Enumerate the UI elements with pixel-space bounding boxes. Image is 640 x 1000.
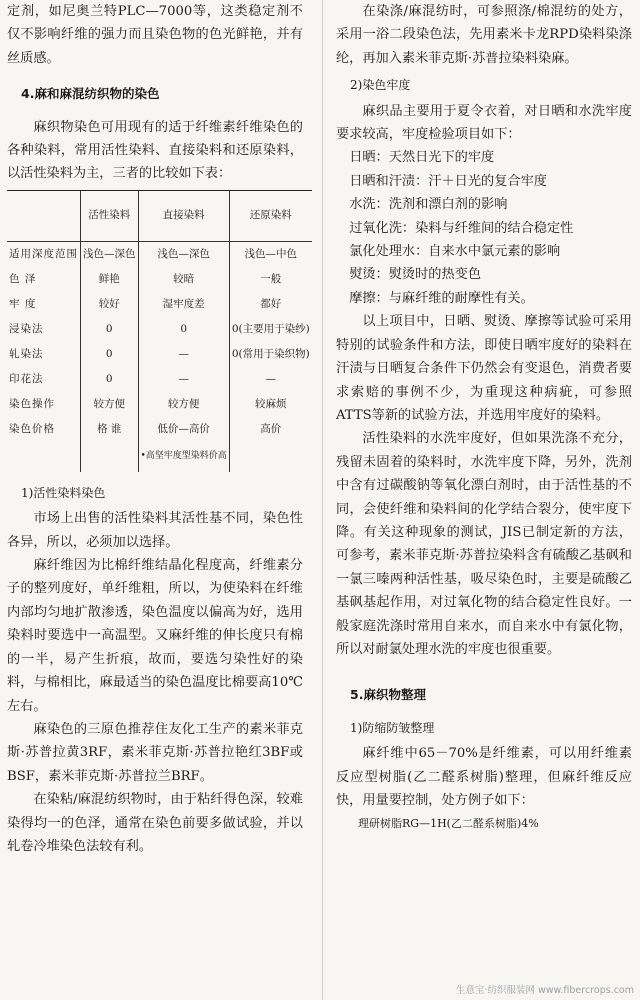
table-row (7, 417, 312, 442)
table-cell: 适用深度范围 (9, 247, 78, 260)
table-cell: 浅色—中色 (229, 241, 311, 267)
table-cell: — (229, 367, 311, 392)
table-cell: 较暗 (138, 267, 229, 292)
table-cell: 牢 度 (9, 297, 37, 310)
table-cell: 一般 (229, 267, 311, 292)
table-cell: 0 (81, 317, 139, 342)
paragraph: 定剂，如尼奥兰特PLC—7000等，这类稳定剂不仅不影响纤维的强力而且染色物的色光鲜艳，并有丝质感。 (7, 4, 303, 66)
list-item: 摩擦：与麻纤维的耐摩性有关。 (349, 290, 534, 306)
table-cell: 较好 (81, 292, 139, 317)
paragraph: 以上项目中，日晒、熨烫、摩擦等试验可采用特别的试验条件和方法，即使日晒牢度好的染料在汗渍与日晒复合条件下仍然会有变退色，消费者要求索赔的事例不少，为重现这种病疵，可参照ATTS等新的试验方法，并选用牢度好的染料。 (336, 314, 632, 423)
table-cell: 较方便 (81, 392, 139, 417)
table-cell: 较方便 (138, 392, 229, 417)
table-row (7, 367, 312, 392)
paragraph: 市场上出售的活性染料其活性基不同，染色性各异，所以，必须加以选择。 (7, 511, 303, 550)
table-cell: 染色价格 (9, 422, 55, 435)
left-column (7, 0, 310, 858)
table-header-cell (7, 190, 81, 241)
table-row (7, 267, 312, 292)
list-item: 过氧化洗：染料与纤维间的结合稳定性 (349, 220, 574, 236)
table-cell: 0(常用于染织物) (229, 342, 311, 367)
table-header-cell: 还原染料 (229, 190, 311, 241)
subsection-heading: 2)染色牢度 (350, 78, 411, 93)
table-cell: 印花法 (9, 372, 44, 385)
table-header-cell: 直接染料 (138, 190, 229, 241)
right-column (336, 0, 632, 836)
column-divider (322, 0, 323, 1000)
table-cell: — (138, 342, 229, 367)
table-cell: 0(主要用于染纱) (229, 317, 311, 342)
table-cell: 轧染法 (9, 347, 44, 360)
table-cell: 0 (138, 317, 229, 342)
paragraph: 在染涤/麻混纺时，可参照涤/棉混纺的处方，采用一浴二段染色法，先用素米卡龙RPD染料染涤纶，再加入素米菲克斯·苏普拉染料染麻。 (336, 4, 632, 66)
paragraph: 麻纤维中65－70%是纤维素，可以用纤维素反应型树脂(乙二醛系树脂)整理，但麻纤维反应快，用量要控制，处方例子如下： (336, 746, 632, 808)
watermark: 生意宝·纺织服装网 www.fibercrops.com (455, 985, 634, 996)
list-item: 日晒和汗渍：汗＋日光的复合牢度 (349, 173, 547, 189)
table-row (7, 317, 312, 342)
table-cell: 格 谁 (81, 417, 139, 442)
paragraph: 麻染色的三原色推荐住友化工生产的素米菲克斯·苏普拉黄3RF，素米菲克斯·苏普拉艳红3BF或BSF，素米菲克斯·苏普拉兰BRF。 (7, 721, 303, 784)
list-item: 水洗：洗剂和漂白剂的影响 (349, 197, 508, 213)
subsection-heading: 1)活性染料染色 (21, 485, 106, 500)
table-cell: 0 (81, 367, 139, 392)
table-cell: 浸染法 (9, 322, 44, 335)
paragraph: 在染粘/麻混纺织物时，由于粘纤得色深，较难染得均一的色泽，通常在染色前要多做试验，并以轧卷冷堆染色法较有利。 (7, 792, 303, 854)
table-header-row (7, 190, 312, 241)
table-header-cell: 活性染料 (81, 190, 139, 241)
table-cell: 鲜艳 (81, 267, 139, 292)
table-cell: 浅色—深色 (138, 241, 229, 267)
section-heading: 5.麻织物整理 (350, 687, 426, 703)
table-cell: 染色操作 (9, 397, 55, 410)
table-cell: 都好 (229, 292, 311, 317)
list-item: 氯化处理水：自来水中氯元素的影响 (349, 244, 561, 260)
table-cell: 较麻烦 (229, 392, 311, 417)
table-note-row (7, 442, 312, 472)
table-cell: 0 (81, 342, 139, 367)
paragraph: 麻织品主要用于夏令衣着，对日晒和水洗牢度要求较高，牢度检验项目如下： (336, 103, 632, 143)
section-heading: 4.麻和麻混纺织物的染色 (21, 86, 160, 102)
paragraph: 麻纤维因为比棉纤维结晶化程度高，纤维素分子的整列度好，单纤维粗，所以，为使染料在纤维内部均匀地扩散渗透，染色温度以偏高为好，选用染料时要选中一高温型。又麻纤维的伸长度只有棉的一半，易产生折痕，故而，要选匀染性好的染料，与棉相比，麻最适当的染色温度比棉要高10℃左右。 (7, 558, 303, 714)
subsection-heading: 1)防缩防皱整理 (350, 720, 435, 735)
table-cell: — (138, 367, 229, 392)
table-cell: 色 泽 (9, 272, 37, 285)
formula-line: 理研树脂RG—1H(乙二醛系树脂)4% (358, 817, 539, 831)
table-cell: 高价 (229, 417, 311, 442)
comparison-table (7, 190, 312, 472)
paragraph: 麻织物染色可用现有的适于纤维素纤维染色的各种染料，常用活性染料、直接染料和还原染料，以活性染料为主，三者的比较如下表： (7, 119, 303, 182)
table-row (7, 342, 312, 367)
table-note: •高坚牢度型染料价高 (138, 442, 229, 472)
paragraph: 活性染料的水洗牢度好，但如果洗涤不充分，残留未固着的染料时，水洗牢度下降，另外，洗剂中含有过碳酸钠等氧化漂白剂时，由于活性基的不同，会使纤维和染料间的化学结合裂分，使牢度下降。有关这种现象的测试，JIS已制定新的方法，可参考，素米菲克斯·苏普拉染料含有硫酸乙基砜和一氯三嗪两种活性基，吸尽染色时，主要是硫酸乙基砜基起作用，对过氧化物的结合稳定性良好。一般家庭洗涤时常用自来水，而自来水中有氯化物，所以对耐氯处理水洗的牢度也很重要。 (336, 431, 632, 657)
table-cell: 低价—高价 (138, 417, 229, 442)
table-row (7, 292, 312, 317)
table-row (7, 392, 312, 417)
list-item: 日晒：天然日光下的牢度 (349, 150, 495, 166)
table-cell: 湿牢度差 (138, 292, 229, 317)
table-cell: 浅色—深色 (81, 241, 139, 267)
list-item: 熨烫：熨烫时的热变色 (349, 267, 482, 283)
table-row (7, 241, 312, 267)
